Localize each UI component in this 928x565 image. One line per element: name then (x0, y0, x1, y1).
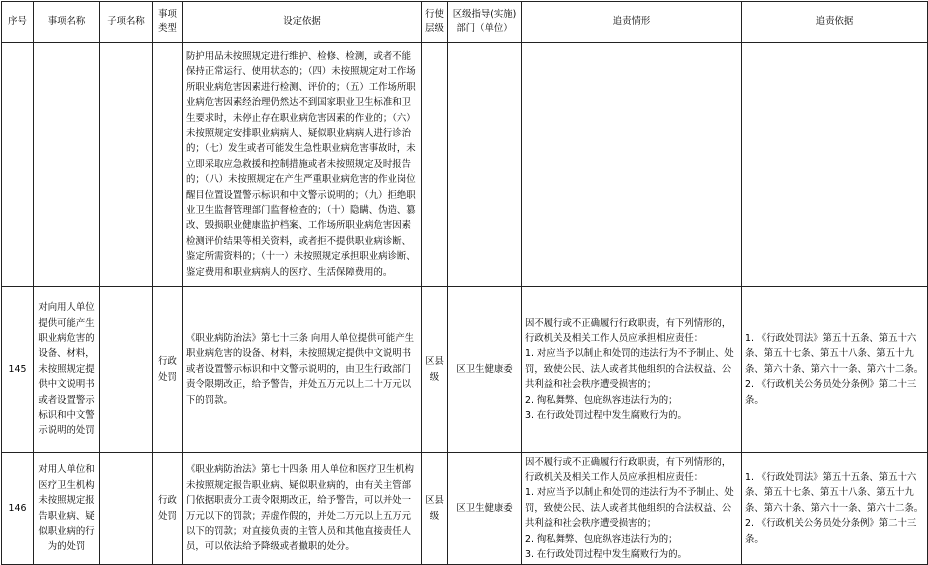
cell-liability-circumstance (522, 43, 742, 287)
cell-item-type: 行政处罚 (153, 453, 183, 565)
cell-liability-circumstance (522, 287, 742, 453)
cell-level (422, 43, 448, 287)
cell-item-type (153, 43, 183, 287)
liability-line: 1. 《行政处罚法》第五十五条、第五十六条、第五十七条、第五十八条、第五十九条、第六十条、第六十一条、第六十二条。 (745, 332, 924, 375)
cell-seq (2, 43, 34, 287)
cell-level: 区县级 (422, 287, 448, 453)
circumstance-line: 因不履行或不正确履行行政职责，有下列情形的，行政机关及相关工作人员应承担相应责任： (525, 317, 732, 344)
cell-sub-name (100, 453, 153, 565)
cell-seq: 146 (2, 453, 34, 565)
table-row (2, 287, 928, 453)
cell-department: 区卫生健康委 (448, 287, 522, 453)
cell-liability-basis (742, 453, 928, 565)
circumstance-line: 3. 在行政处罚过程中发生腐败行为的。 (525, 410, 687, 422)
cell-liability-circumstance (522, 453, 742, 565)
circumstance-line: 2. 徇私舞弊、包庇纵容违法行为的； (525, 394, 678, 406)
header-level: 行使层级 (422, 2, 448, 43)
cell-liability-basis (742, 43, 928, 287)
cell-department (448, 43, 522, 287)
cell-item-name: 对向用人单位提供可能产生职业病危害的设备、材料，未按照规定提供中文说明书或者设置警示标识和中文警示说明的处罚 (34, 287, 100, 453)
liability-table (1, 1, 928, 565)
cell-level: 区县级 (422, 453, 448, 565)
cell-basis: 防护用品未按照规定进行维护、检修、检测，或者不能保持正常运行、使用状态的；（四）未按照规定对工作场所职业病危害因素进行检测、评价的；（五）工作场所职业病危害因素经治理仍然达不到国家职业卫生标准和卫生要求时，未停止存在职业病危害因素的作业的；（六）未按照规定安排职业病病人、疑似职业病病人进行诊治的；（七）发生或者可能发生急性职业病危害事故时，未立即采取应急救援和控制措施或者未按照规定及时报告的；（八）未按照规定在产生严重职业病危害的作业岗位醒目位置设置警示标识和中文警示说明的；（九）拒绝职业卫生监督管理部门监督检查的；（十）隐瞒、伪造、篡改、毁损职业健康监护档案、工作场所职业病危害因素检测评价结果等相关资料，或者拒不提供职业病诊断、鉴定所需资料的；（十一）未按照规定承担职业病诊断、鉴定费用和职业病病人的医疗、生活保障费用的。 (183, 43, 422, 287)
cell-department: 区卫生健康委 (448, 453, 522, 565)
liability-line: 2. 《行政机关公务员处分条例》第二十三条。 (745, 518, 917, 545)
header-item-type: 事项类型 (153, 2, 183, 43)
circumstance-line: 2. 徇私舞弊、包庇纵容违法行为的； (525, 533, 678, 545)
cell-sub-name (100, 43, 153, 287)
liability-line: 1. 《行政处罚法》第五十五条、第五十六条、第五十七条、第五十八条、第五十九条、第六十条、第六十一条、第六十二条。 (745, 471, 924, 514)
cell-liability-basis (742, 287, 928, 453)
cell-item-name: 对用人单位和医疗卫生机构未按照规定报告职业病、疑似职业病的行为的处罚 (34, 453, 100, 565)
table-row (2, 43, 928, 287)
circumstance-line: 因不履行或不正确履行行政职责，有下列情形的，行政机关及相关工作人员应承担相应责任： (525, 456, 732, 483)
header-liability-circumstance: 追责情形 (522, 2, 742, 43)
circumstance-line: 3. 在行政处罚过程中发生腐败行为的。 (525, 549, 687, 561)
header-sub-name: 子项名称 (100, 2, 153, 43)
cell-sub-name (100, 287, 153, 453)
table-row (2, 453, 928, 565)
header-item-name: 事项名称 (34, 2, 100, 43)
circumstance-line: 1. 对应当予以制止和处罚的违法行为不予制止、处罚，致使公民、法人或者其他组织的合法权益、公共利益和社会秩序遭受损害的； (525, 348, 734, 391)
cell-basis: 《职业病防治法》第七十四条 用人单位和医疗卫生机构未按照规定报告职业病、疑似职业病的，由有关主管部门依据职责分工责令限期改正，给予警告，可以并处一万元以下的罚款；弄虚作假的，并处二万元以上五万元以下的罚款；对直接负责的主管人员和其他直接责任人员，可以依法给予降级或者撤职的处分。 (183, 453, 422, 565)
header-seq: 序号 (2, 2, 34, 43)
cell-item-name (34, 43, 100, 287)
header-department: 区级指导(实施)部门（单位） (448, 2, 522, 43)
cell-item-type: 行政处罚 (153, 287, 183, 453)
cell-seq: 145 (2, 287, 34, 453)
cell-basis: 《职业病防治法》第七十三条 向用人单位提供可能产生职业病危害的设备、材料，未按照规定提供中文说明书或者设置警示标识和中文警示说明的，由卫生行政部门责令限期改正，给予警告，并处五万元以上二十万元以下的罚款。 (183, 287, 422, 453)
header-basis: 设定依据 (183, 2, 422, 43)
liability-line: 2. 《行政机关公务员处分条例》第二十三条。 (745, 379, 917, 406)
header-liability-basis: 追责依据 (742, 2, 928, 43)
circumstance-line: 1. 对应当予以制止和处罚的违法行为不予制止、处罚，致使公民、法人或者其他组织的合法权益、公共利益和社会秩序遭受损害的； (525, 487, 734, 530)
header-row (2, 2, 928, 43)
